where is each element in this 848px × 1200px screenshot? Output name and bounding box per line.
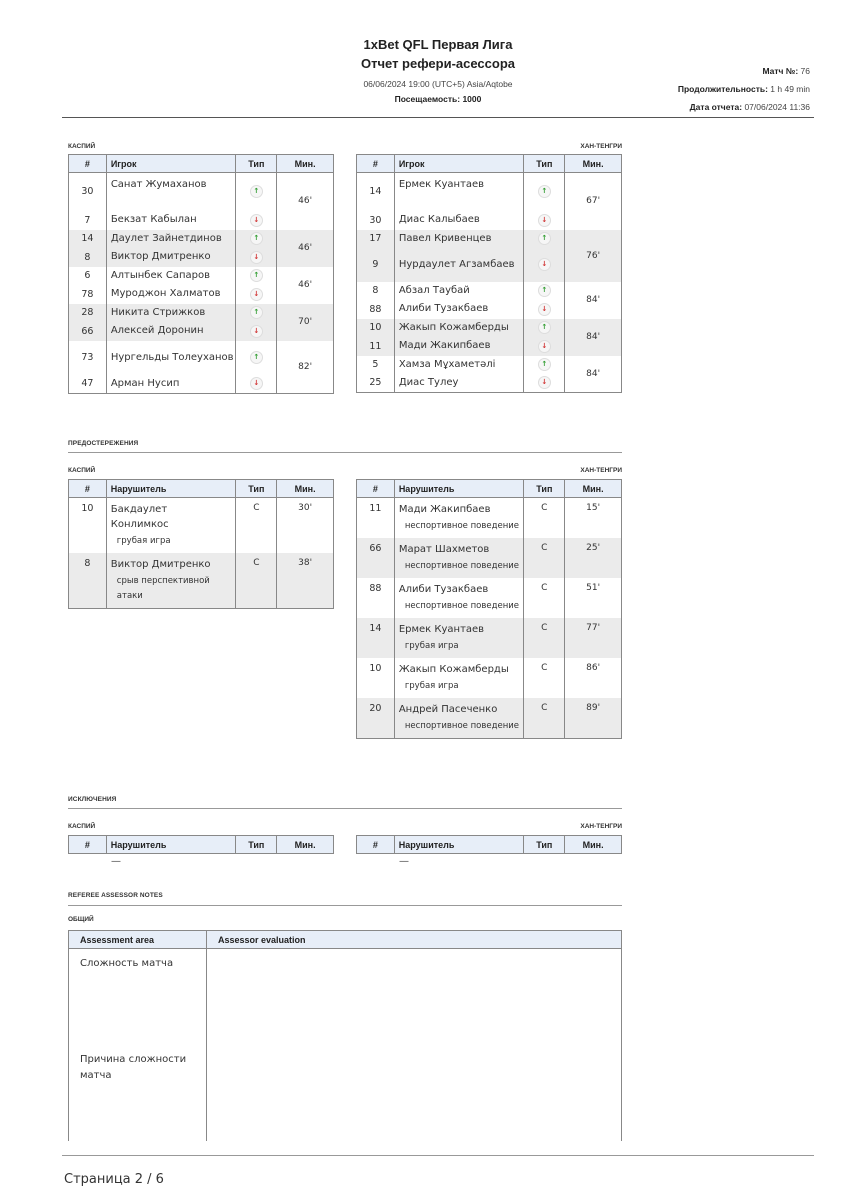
sub-type <box>236 211 277 230</box>
sub-type <box>236 304 277 322</box>
home-sendoffs-table <box>68 835 334 854</box>
notes-subsection-title: ОБЩИЙ <box>68 916 94 923</box>
sub-minute: 46' <box>277 230 334 267</box>
offender-cell <box>106 498 236 554</box>
col-assessment-area: Assessment area <box>69 931 207 949</box>
sub-minute: 76' <box>565 230 622 282</box>
report-date-label: Дата отчета: <box>689 102 743 112</box>
attendance-label: Посещаемость: <box>394 94 461 104</box>
player-in-name: Жакып Кожамберды <box>394 319 524 337</box>
home-team-label: КАСПИЙ <box>68 823 96 830</box>
player-in-number: 17 <box>357 230 395 248</box>
caution-reason: неспортивное поведение <box>404 601 520 611</box>
col-minute: Мин. <box>277 836 334 854</box>
header-meta <box>678 62 810 116</box>
col-offender: Нарушитель <box>106 836 236 854</box>
caution-row <box>357 658 622 698</box>
player-in-name: Никита Стрижков <box>106 304 236 322</box>
player-out-number: 7 <box>69 211 107 230</box>
arrow-down-icon: ↓ <box>538 303 551 316</box>
caution-minute: 77' <box>565 618 622 658</box>
player-out-number: 78 <box>69 285 107 304</box>
home-substitutions-table <box>68 154 334 394</box>
offender-number: 14 <box>357 618 395 658</box>
player-in-name: Павел Кривенцев <box>394 230 524 248</box>
away-team-label: ХАН-ТЕНГРИ <box>580 823 622 830</box>
player-out-name: Нурдаулет Агзамбаев <box>394 248 524 282</box>
offender-number: 66 <box>357 538 395 578</box>
player-in-number: 30 <box>69 173 107 211</box>
player-in-name: Даулет Зайнетдинов <box>106 230 236 248</box>
attendance-value: 1000 <box>462 94 482 104</box>
player-out-number: 47 <box>69 375 107 394</box>
sub-type <box>524 300 565 319</box>
sub-type <box>524 211 565 230</box>
col-type: Тип <box>236 836 277 854</box>
col-number: # <box>69 155 107 173</box>
sub-minute: 67' <box>565 173 622 230</box>
arrow-down-icon: ↓ <box>250 214 263 227</box>
caution-type: C <box>236 553 277 609</box>
away-sendoffs-table <box>356 835 622 854</box>
caution-type: C <box>524 618 565 658</box>
substitution-in-row <box>357 319 622 337</box>
notes-section-title: REFEREE ASSESSOR NOTES <box>68 892 163 899</box>
match-number-value: 76 <box>800 66 810 76</box>
player-in-number: 10 <box>357 319 395 337</box>
caution-row <box>69 553 334 609</box>
duration <box>678 80 810 98</box>
offender-number: 10 <box>357 658 395 698</box>
notes-divider <box>68 905 622 906</box>
caution-reason: грубая игра <box>404 641 459 651</box>
home-team-label: КАСПИЙ <box>68 143 96 150</box>
sub-type <box>236 341 277 375</box>
sub-minute: 84' <box>565 319 622 356</box>
home-cautions-table <box>68 479 334 609</box>
away-cautions-table <box>356 479 622 739</box>
offender-number: 11 <box>357 498 395 539</box>
col-minute: Мин. <box>277 155 334 173</box>
substitution-in-row <box>357 282 622 300</box>
caution-type: C <box>524 698 565 739</box>
col-offender: Нарушитель <box>106 480 236 498</box>
col-type: Тип <box>524 480 565 498</box>
player-out-name: Муроджон Халматов <box>106 285 236 304</box>
cautions-divider <box>68 452 622 453</box>
col-type: Тип <box>236 155 277 173</box>
col-number: # <box>357 836 395 854</box>
col-player: Игрок <box>394 155 524 173</box>
arrow-down-icon: ↓ <box>538 340 551 353</box>
sub-minute: 46' <box>277 173 334 230</box>
sub-type <box>524 282 565 300</box>
sub-type <box>524 230 565 248</box>
offender-name: Виктор Дмитренко <box>110 559 211 570</box>
player-in-name: Ермек Куантаев <box>394 173 524 211</box>
sub-type <box>524 319 565 337</box>
away-team-label: ХАН-ТЕНГРИ <box>580 143 622 150</box>
caution-minute: 51' <box>565 578 622 618</box>
offender-name: Жакып Кожамберды <box>398 664 509 675</box>
offender-name: Алиби Тузакбаев <box>398 584 489 595</box>
report-date <box>678 98 810 116</box>
sendoffs-section-title: ИСКЛЮЧЕНИЯ <box>68 796 117 803</box>
col-offender: Нарушитель <box>394 480 524 498</box>
duration-value: 1 h 49 min <box>770 84 810 94</box>
offender-name: Ермек Куантаев <box>398 624 485 635</box>
player-in-name: Санат Жумаханов <box>106 173 236 211</box>
arrow-up-icon: ↑ <box>538 185 551 198</box>
substitution-in-row <box>69 173 334 211</box>
report-title: Отчет рефери-асессора <box>360 56 516 71</box>
caution-minute: 15' <box>565 498 622 539</box>
substitution-in-row <box>357 173 622 211</box>
arrow-up-icon: ↑ <box>538 232 551 245</box>
arrow-down-icon: ↓ <box>250 288 263 301</box>
page-number: Страница 2 / 6 <box>64 1172 164 1187</box>
away-substitutions-table <box>356 154 622 393</box>
arrow-up-icon: ↑ <box>250 185 263 198</box>
caution-type: C <box>524 578 565 618</box>
caution-type: C <box>236 498 277 554</box>
sub-type <box>524 356 565 374</box>
caution-reason: неспортивное поведение <box>404 561 520 571</box>
caution-type: C <box>524 498 565 539</box>
offender-name: Бакдаулет Конлимкос <box>110 504 169 530</box>
assessment-area: Сложность матча <box>69 949 207 1045</box>
col-minute: Мин. <box>565 836 622 854</box>
col-type: Тип <box>524 155 565 173</box>
sub-minute: 70' <box>277 304 334 341</box>
assessment-area: Причина сложности матча <box>69 1045 207 1141</box>
arrow-down-icon: ↓ <box>538 376 551 389</box>
offender-cell <box>394 658 524 698</box>
notes-row <box>69 1045 622 1141</box>
player-out-number: 9 <box>357 248 395 282</box>
sub-type <box>524 374 565 393</box>
match-datetime: 06/06/2024 19:00 (UTC+5) Asia/Aqtobe <box>363 79 513 89</box>
match-number <box>678 62 810 80</box>
sub-minute: 82' <box>277 341 334 394</box>
player-out-name: Диас Калыбаев <box>394 211 524 230</box>
home-team-label: КАСПИЙ <box>68 467 96 474</box>
caution-row <box>357 618 622 658</box>
player-in-number: 14 <box>357 173 395 211</box>
report-header <box>62 36 814 118</box>
caution-row <box>69 498 334 554</box>
player-in-number: 14 <box>69 230 107 248</box>
offender-number: 88 <box>357 578 395 618</box>
player-in-number: 6 <box>69 267 107 285</box>
arrow-down-icon: ↓ <box>250 251 263 264</box>
col-player: Игрок <box>106 155 236 173</box>
player-in-number: 8 <box>357 282 395 300</box>
offender-cell <box>394 498 524 539</box>
substitution-in-row <box>69 341 334 375</box>
caution-row <box>357 538 622 578</box>
sub-minute: 84' <box>565 282 622 319</box>
caution-minute: 89' <box>565 698 622 739</box>
home-sendoffs-empty: — <box>111 856 121 867</box>
caution-row <box>357 578 622 618</box>
offender-cell <box>106 553 236 609</box>
substitution-in-row <box>69 267 334 285</box>
caution-minute: 86' <box>565 658 622 698</box>
sub-minute: 84' <box>565 356 622 393</box>
col-number: # <box>357 155 395 173</box>
player-out-name: Арман Нусип <box>106 375 236 394</box>
substitution-in-row <box>357 356 622 374</box>
assessor-notes-table <box>68 930 622 1141</box>
arrow-up-icon: ↑ <box>538 358 551 371</box>
player-out-number: 30 <box>357 211 395 230</box>
offender-number: 20 <box>357 698 395 739</box>
caution-reason: грубая игра <box>116 536 171 546</box>
arrow-up-icon: ↑ <box>250 351 263 364</box>
arrow-down-icon: ↓ <box>538 214 551 227</box>
player-out-number: 8 <box>69 248 107 267</box>
footer-divider <box>62 1155 814 1156</box>
offender-cell <box>394 538 524 578</box>
offender-number: 10 <box>69 498 107 554</box>
substitution-in-row <box>69 304 334 322</box>
notes-row <box>69 949 622 1045</box>
cautions-section-title: ПРЕДОСТЕРЕЖЕНИЯ <box>68 440 139 447</box>
caution-type: C <box>524 658 565 698</box>
sub-minute: 46' <box>277 267 334 304</box>
col-type: Тип <box>524 836 565 854</box>
offender-name: Мади Жакипбаев <box>398 504 491 515</box>
col-offender: Нарушитель <box>394 836 524 854</box>
player-out-number: 25 <box>357 374 395 393</box>
caution-type: C <box>524 538 565 578</box>
sub-type <box>524 248 565 282</box>
sub-type <box>236 248 277 267</box>
offender-cell <box>394 578 524 618</box>
col-number: # <box>69 836 107 854</box>
player-in-number: 73 <box>69 341 107 375</box>
sub-type <box>236 285 277 304</box>
arrow-down-icon: ↓ <box>538 258 551 271</box>
player-out-number: 11 <box>357 337 395 356</box>
player-out-name: Диас Тулеу <box>394 374 524 393</box>
player-out-name: Мади Жакипбаев <box>394 337 524 356</box>
arrow-up-icon: ↑ <box>538 284 551 297</box>
player-out-name: Бекзат Кабылан <box>106 211 236 230</box>
caution-reason: неспортивное поведение <box>404 521 520 531</box>
sub-type <box>524 173 565 211</box>
sub-type <box>236 375 277 394</box>
caution-reason: грубая игра <box>404 681 459 691</box>
away-sendoffs-empty: — <box>399 856 409 867</box>
caution-minute: 38' <box>277 553 334 609</box>
col-minute: Мин. <box>277 480 334 498</box>
duration-label: Продолжительность: <box>677 84 768 94</box>
col-type: Тип <box>236 480 277 498</box>
caution-reason: неспортивное поведение <box>404 721 520 731</box>
col-number: # <box>357 480 395 498</box>
player-out-number: 66 <box>69 322 107 341</box>
player-out-name: Виктор Дмитренко <box>106 248 236 267</box>
caution-row <box>357 498 622 539</box>
match-number-label: Матч №: <box>762 66 799 76</box>
col-assessor-evaluation: Assessor evaluation <box>207 931 622 949</box>
arrow-up-icon: ↑ <box>250 306 263 319</box>
player-in-name: Хамза Мұхаметәлі <box>394 356 524 374</box>
player-in-name: Алтынбек Сапаров <box>106 267 236 285</box>
substitution-in-row <box>69 230 334 248</box>
col-minute: Мин. <box>565 155 622 173</box>
player-out-name: Алексей Доронин <box>106 322 236 341</box>
assessor-evaluation <box>207 949 622 1045</box>
col-minute: Мин. <box>565 480 622 498</box>
player-in-number: 5 <box>357 356 395 374</box>
report-date-value: 07/06/2024 11:36 <box>744 102 810 112</box>
player-in-name: Абзал Таубай <box>394 282 524 300</box>
arrow-down-icon: ↓ <box>250 325 263 338</box>
arrow-up-icon: ↑ <box>250 269 263 282</box>
sendoffs-divider <box>68 808 622 809</box>
caution-row <box>357 698 622 739</box>
player-out-name: Алиби Тузакбаев <box>394 300 524 319</box>
offender-cell <box>394 618 524 658</box>
offender-name: Андрей Пасеченко <box>398 704 498 715</box>
sub-type <box>236 230 277 248</box>
offender-cell <box>394 698 524 739</box>
sub-type <box>524 337 565 356</box>
player-in-name: Нургельды Толеуханов <box>106 341 236 375</box>
player-out-number: 88 <box>357 300 395 319</box>
caution-minute: 25' <box>565 538 622 578</box>
sub-type <box>236 267 277 285</box>
col-number: # <box>69 480 107 498</box>
league-title: 1xBet QFL Первая Лига <box>363 37 513 52</box>
caution-reason: срыв перспективной атаки <box>116 576 210 601</box>
arrow-up-icon: ↑ <box>538 321 551 334</box>
offender-number: 8 <box>69 553 107 609</box>
arrow-up-icon: ↑ <box>250 232 263 245</box>
sub-type <box>236 173 277 211</box>
sub-type <box>236 322 277 341</box>
offender-name: Марат Шахметов <box>398 544 490 555</box>
caution-minute: 30' <box>277 498 334 554</box>
player-in-number: 28 <box>69 304 107 322</box>
substitution-in-row <box>357 230 622 248</box>
away-team-label: ХАН-ТЕНГРИ <box>580 467 622 474</box>
arrow-down-icon: ↓ <box>250 377 263 390</box>
assessor-evaluation <box>207 1045 622 1141</box>
